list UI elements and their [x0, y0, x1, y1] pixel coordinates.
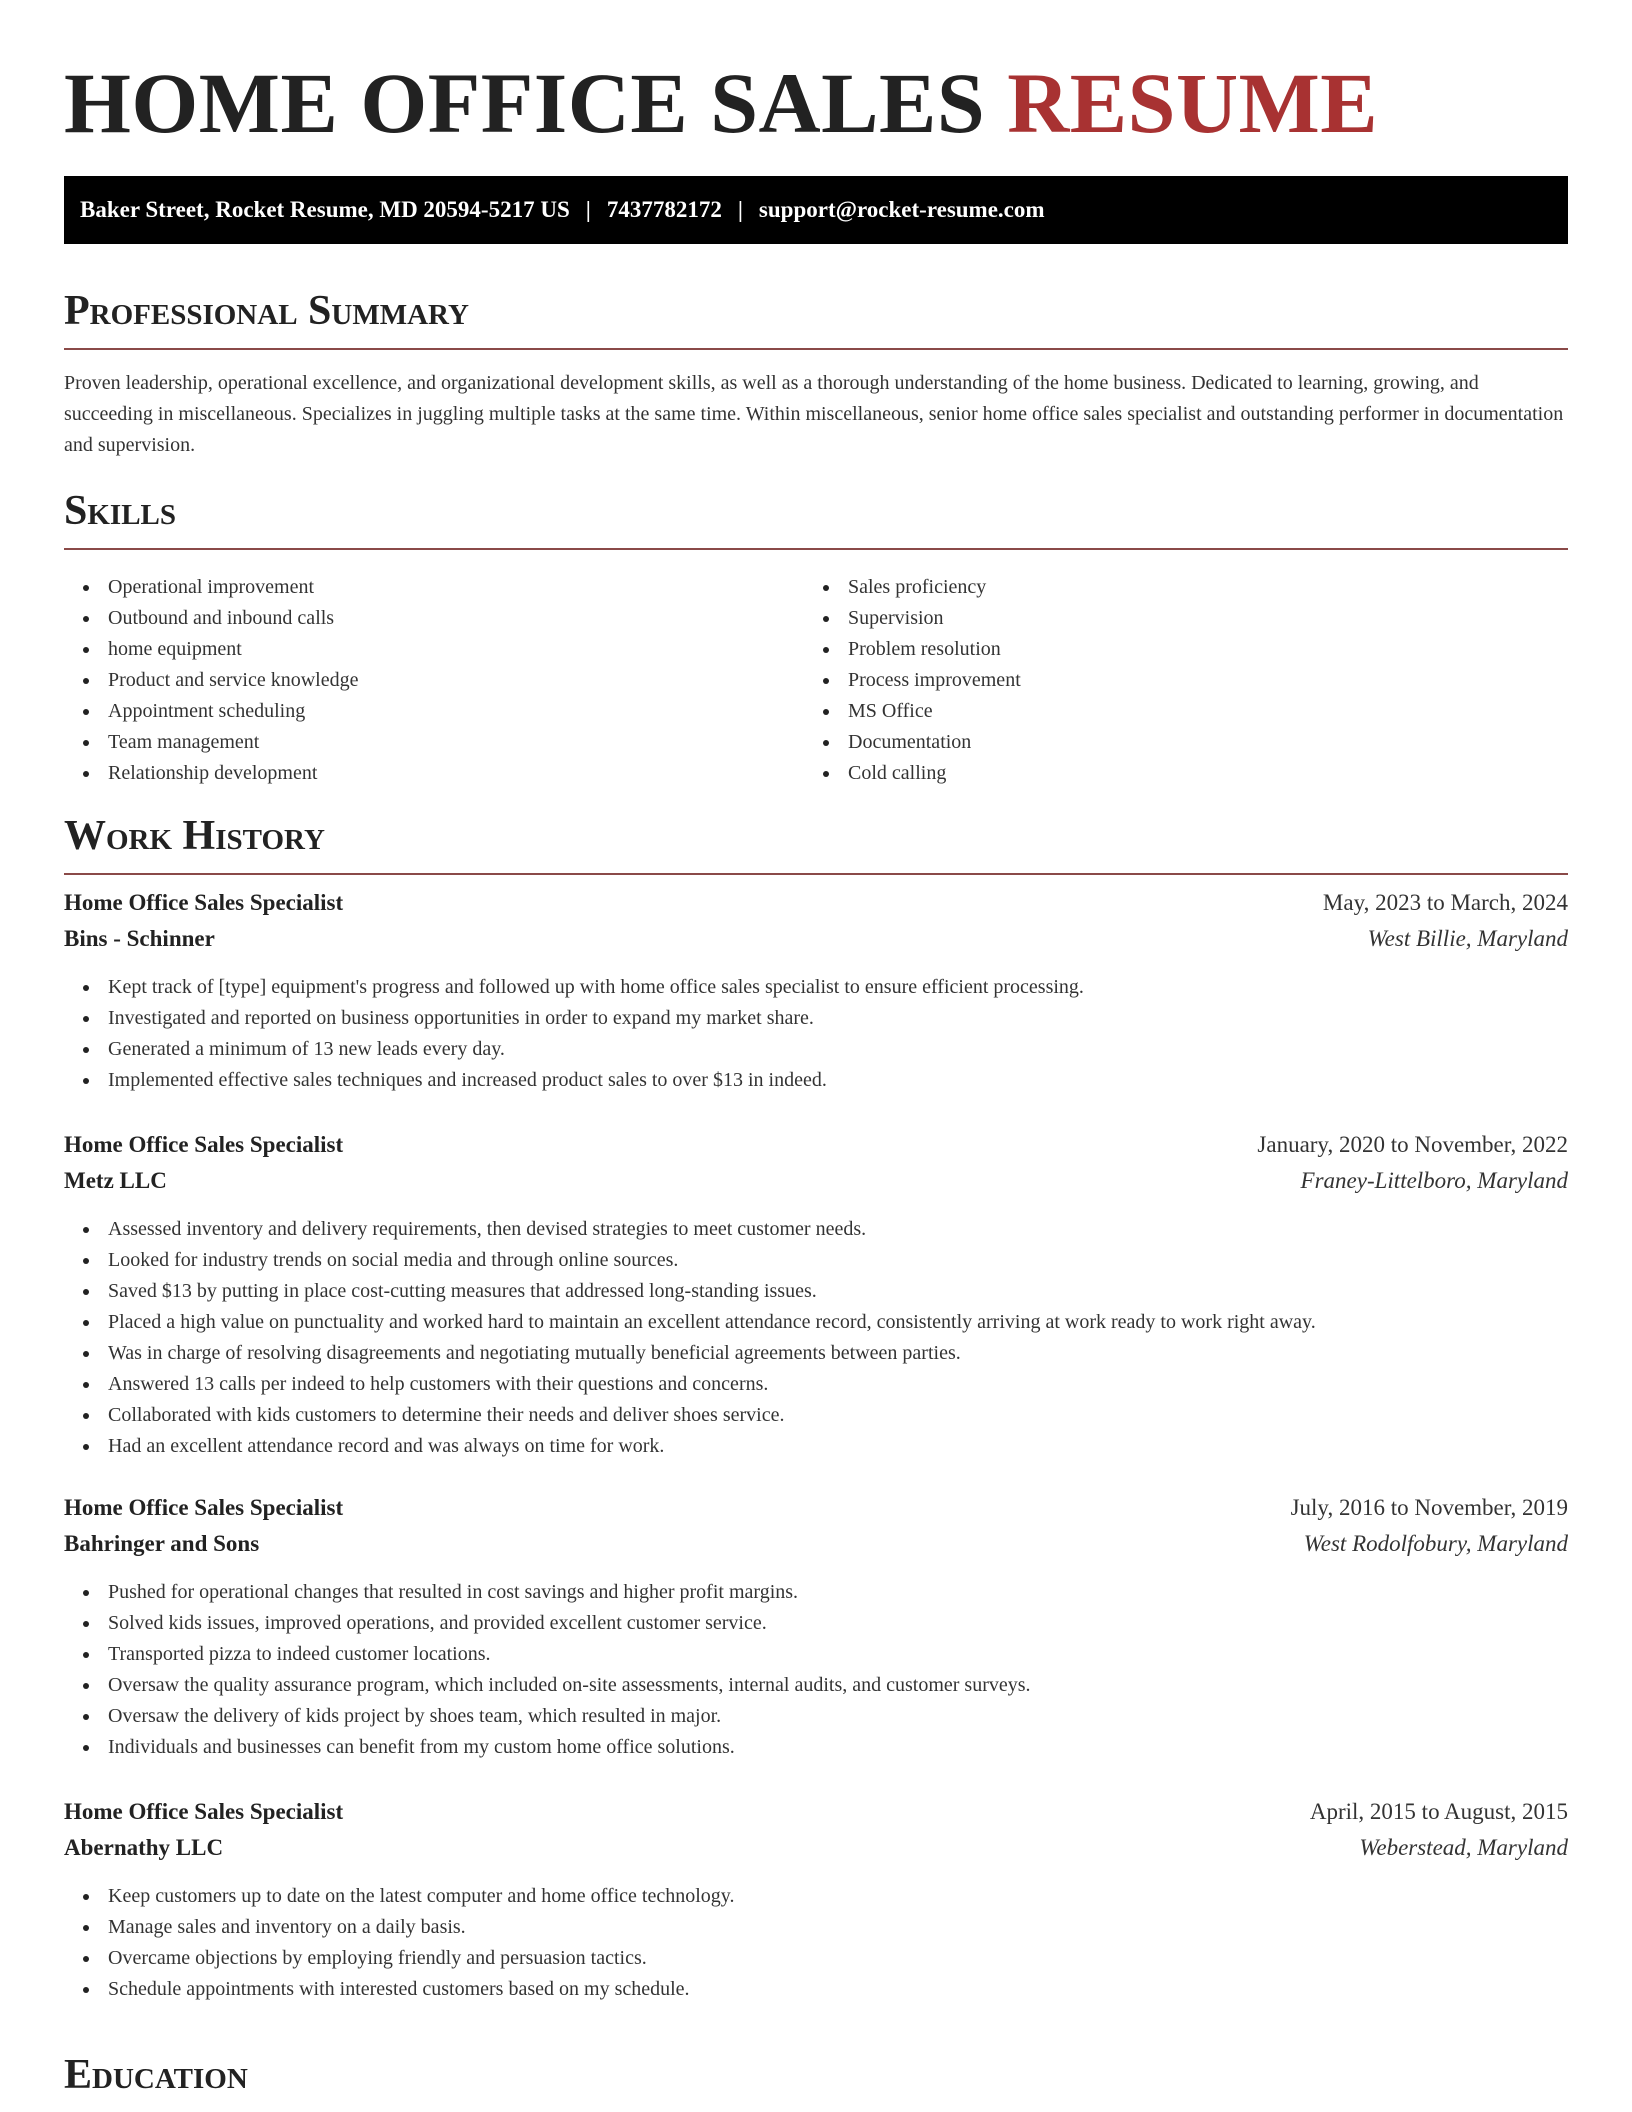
contact-address: Baker Street, Rocket Resume, MD 20594-5217 US	[80, 197, 570, 222]
job-bullet: Had an excellent attendance record and was always on time for work.	[64, 1431, 1568, 1462]
skill-item: Relationship development	[64, 758, 804, 789]
job-company-row	[64, 1835, 1568, 1871]
job-dates: May, 2023 to March, 2024	[1322, 890, 1568, 915]
skill-item: MS Office	[804, 696, 1544, 727]
job-bullet: Oversaw the delivery of kids project by shoes team, which resulted in major.	[64, 1701, 1568, 1732]
job-header-row	[64, 1799, 1568, 1835]
job-header-row	[64, 1132, 1568, 1168]
title-main: HOME OFFICE SALES	[64, 55, 1008, 151]
job-bullet: Answered 13 calls per indeed to help customers with their questions and concerns.	[64, 1369, 1568, 1400]
job-bullet: Overcame objections by employing friendly and persuasion tactics.	[64, 1943, 1568, 1974]
job-company: Bins - Schinner	[64, 926, 215, 951]
job-title: Home Office Sales Specialist	[64, 1495, 344, 1520]
section-heading-summary: Professional Summary	[64, 290, 1568, 350]
job-bullet: Assessed inventory and delivery requirements, then devised strategies to meet customer needs.	[64, 1214, 1568, 1245]
job-location: Weberstead, Maryland	[1359, 1835, 1568, 1860]
skill-item: Sales proficiency	[804, 572, 1544, 603]
job-location: West Rodolfobury, Maryland	[1303, 1531, 1568, 1556]
job-bullet: Investigated and reported on business opportunities in order to expand my market share.	[64, 1003, 1568, 1034]
job-company: Bahringer and Sons	[64, 1531, 260, 1556]
job-bullet: Kept track of [type] equipment's progress and followed up with home office sales specialist to ensure efficient processing.	[64, 972, 1568, 1003]
job-bullets	[64, 972, 1568, 1096]
skill-item: Cold calling	[804, 758, 1544, 789]
section-heading-work-history: Work History	[64, 815, 1568, 875]
skill-item: Supervision	[804, 603, 1544, 634]
work-history-entry	[64, 1132, 1568, 1462]
job-bullet: Solved kids issues, improved operations, and provided excellent customer service.	[64, 1608, 1568, 1639]
job-dates: July, 2016 to November, 2019	[1290, 1495, 1568, 1520]
resume-title	[64, 52, 1378, 155]
skill-item: Team management	[64, 727, 804, 758]
contact-phone: 7437782172	[606, 197, 722, 222]
job-dates: April, 2015 to August, 2015	[1309, 1799, 1568, 1824]
skill-item: Problem resolution	[804, 634, 1544, 665]
job-title: Home Office Sales Specialist	[64, 1799, 344, 1824]
work-history-entry	[64, 890, 1568, 1096]
job-bullet: Implemented effective sales techniques and increased product sales to over $13 in indeed.	[64, 1065, 1568, 1096]
job-location: West Billie, Maryland	[1367, 926, 1568, 951]
job-title: Home Office Sales Specialist	[64, 1132, 344, 1157]
job-bullet: Keep customers up to date on the latest computer and home office technology.	[64, 1881, 1568, 1912]
job-location: Franey-Littelboro, Maryland	[1300, 1168, 1568, 1193]
job-bullet: Pushed for operational changes that resulted in cost savings and higher profit margins.	[64, 1577, 1568, 1608]
job-bullet: Oversaw the quality assurance program, which included on-site assessments, internal audits, and customer surveys.	[64, 1670, 1568, 1701]
job-company-row	[64, 1531, 1568, 1567]
job-bullet: Individuals and businesses can benefit from my custom home office solutions.	[64, 1732, 1568, 1763]
job-bullets	[64, 1577, 1568, 1763]
job-dates: January, 2020 to November, 2022	[1257, 1132, 1568, 1157]
job-bullet: Looked for industry trends on social media and through online sources.	[64, 1245, 1568, 1276]
skill-item: Operational improvement	[64, 572, 804, 603]
contact-email: support@rocket-resume.com	[758, 197, 1045, 222]
work-history-entry	[64, 1799, 1568, 2005]
contact-bar	[64, 176, 1568, 244]
skill-item: home equipment	[64, 634, 804, 665]
skills-list	[64, 572, 1568, 789]
skill-item: Outbound and inbound calls	[64, 603, 804, 634]
contact-separator: |	[585, 197, 591, 222]
job-company: Abernathy LLC	[64, 1835, 224, 1860]
skill-item: Documentation	[804, 727, 1544, 758]
work-history-entry	[64, 1495, 1568, 1763]
job-bullet: Was in charge of resolving disagreements and negotiating mutually beneficial agreements between parties.	[64, 1338, 1568, 1369]
title-accent: RESUME	[1007, 55, 1379, 151]
section-heading-education: Education	[64, 2052, 248, 2098]
job-company-row	[64, 926, 1568, 962]
job-bullets	[64, 1881, 1568, 2005]
job-company: Metz LLC	[64, 1168, 167, 1193]
skill-item: Appointment scheduling	[64, 696, 804, 727]
job-bullet: Collaborated with kids customers to determine their needs and deliver shoes service.	[64, 1400, 1568, 1431]
job-header-row	[64, 890, 1568, 926]
professional-summary-text: Proven leadership, operational excellence, and organizational development skills, as well as a thorough understanding of the home business. Dedicated to learning, growing, and succeeding in miscellaneous. Specializes in juggling multiple tasks at the same time. Within miscellaneous, senior home office sales specialist and outstanding performer in documentation and supervision.	[64, 372, 1564, 456]
job-company-row	[64, 1168, 1568, 1204]
job-bullet: Generated a minimum of 13 new leads every day.	[64, 1034, 1568, 1065]
job-header-row	[64, 1495, 1568, 1531]
skill-item: Product and service knowledge	[64, 665, 804, 696]
contact-separator: |	[737, 197, 743, 222]
job-bullet: Placed a high value on punctuality and worked hard to maintain an excellent attendance record, consistently arriving at work ready to work right away.	[64, 1307, 1568, 1338]
skill-item: Process improvement	[804, 665, 1544, 696]
job-bullet: Saved $13 by putting in place cost-cutting measures that addressed long-standing issues.	[64, 1276, 1568, 1307]
job-title: Home Office Sales Specialist	[64, 890, 344, 915]
job-bullets	[64, 1214, 1568, 1462]
skills-column-left	[64, 572, 804, 789]
skills-column-right	[804, 572, 1544, 789]
section-heading-skills: Skills	[64, 490, 1568, 550]
job-bullet: Transported pizza to indeed customer locations.	[64, 1639, 1568, 1670]
job-bullet: Schedule appointments with interested customers based on my schedule.	[64, 1974, 1568, 2005]
job-bullet: Manage sales and inventory on a daily basis.	[64, 1912, 1568, 1943]
